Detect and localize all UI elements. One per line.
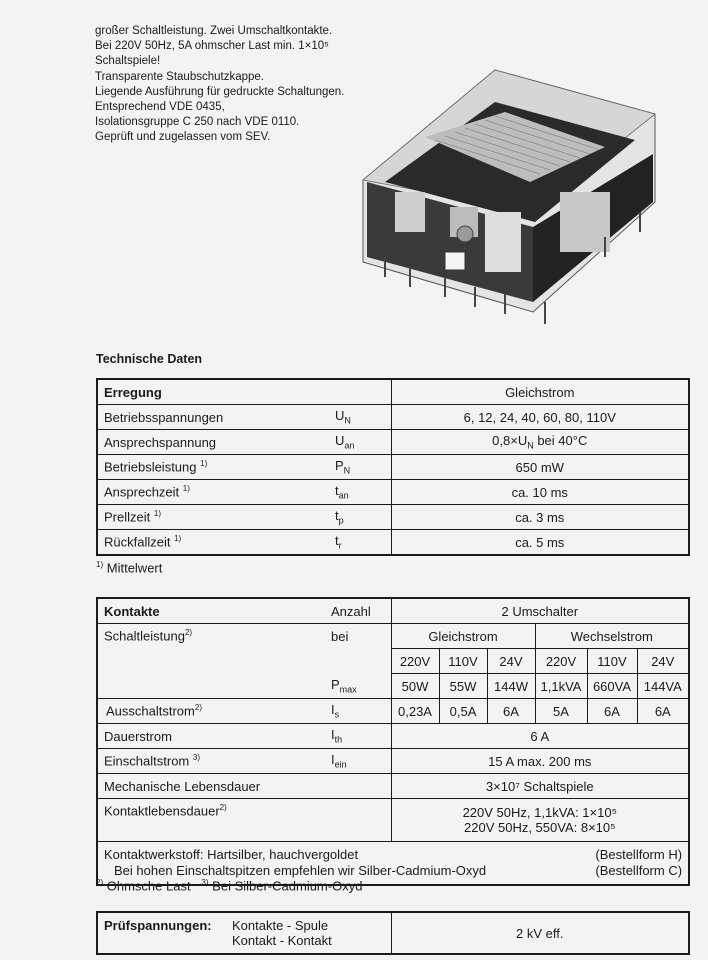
order-form: (Bestellform C) [595,863,683,878]
pmax-cell: 660VA [587,674,637,699]
aus-cell: 6A [637,699,689,724]
row-symbol: $t_p$ [329,505,391,530]
table-row [97,405,689,430]
test-value: 2 kV eff. [391,912,689,954]
tech-table [96,378,690,556]
row-label: Ansprechzeit $^{1)}$ [97,480,329,505]
footnote-2-3: $^{2)}$ Ohmsche Last $^{3)}$ Bei Silber-Cadmium-Oxyd [96,878,363,894]
bei-label: bei [329,624,391,649]
intro-line: Bei 220V 50Hz, 5A ohmscher Last min. 1×10⁵ [95,40,329,53]
relay-image [355,62,665,332]
test-voltage-table [96,911,690,955]
pmax-cell: 50W [391,674,439,699]
pmax-cell: 55W [439,674,487,699]
intro-text [95,24,395,146]
pmax-cell: 144W [487,674,535,699]
ac-header: Wechselstrom [535,624,689,649]
aus-cell: 6A [487,699,535,724]
pmax-symbol: $P_{max}$ [329,674,391,699]
table-row [97,505,689,530]
row-value: ca. 3 ms [391,505,689,530]
aus-symbol: $I_s$ [329,699,391,724]
table-row [97,430,689,455]
pmax-cell: 1,1kVA [535,674,587,699]
dc-header: Gleichstrom [391,624,535,649]
contacts-table [96,597,690,886]
ein-label: Einschaltstrom $^{3)}$ [97,749,329,774]
table-row [97,799,689,842]
intro-line: Transparente Staubschutzkappe. [95,70,264,83]
voltage-cell: 24V [637,649,689,674]
row-symbol: $P_N$ [329,455,391,480]
table-row [97,699,689,724]
life-label: Kontaktlebensdauer$^{2)}$ [97,799,391,842]
ein-value: 15 A max. 200 ms [391,749,689,774]
schalt-label: Schaltleistung$^{2)}$ [97,624,329,699]
row-label: Betriebsleistung $^{1)}$ [97,455,329,480]
ein-symbol: $I_{ein}$ [329,749,391,774]
row-value: 6, 12, 24, 40, 60, 80, 110V [391,405,689,430]
section-title: Technische Daten [96,352,203,366]
pmax-cell: 144VA [637,674,689,699]
test-label: Prüfspannungen: [104,918,212,933]
row-label: Prellzeit $^{1)}$ [97,505,329,530]
intro-line: Liegende Ausführung für gedruckte Schaltungen. [95,85,345,98]
table-row [97,724,689,749]
row-label: Ansprechspannung [97,430,329,455]
row-label: Rückfallzeit $^{1)}$ [97,530,329,556]
dauer-label: Dauerstrom [97,724,329,749]
intro-line: Entsprechend VDE 0435, [95,101,225,114]
table-row [97,749,689,774]
intro-line: Schaltspiele! [95,55,161,68]
table-row [97,774,689,799]
life-value: 220V 50Hz, 1,1kVA: 1×10⁵ 220V 50Hz, 550VA: 8×10⁵ [391,799,689,842]
material-line: Kontaktwerkstoff: Hartsilber, hauchvergoldet [104,847,359,862]
row-symbol: $t_{an}$ [329,480,391,505]
voltage-cell: 110V [439,649,487,674]
row-value: ca. 5 ms [391,530,689,556]
material-line: Bei hohen Einschaltspitzen empfehlen wir Silber-Cadmium-Oxyd [114,863,487,878]
voltage-cell: 24V [487,649,535,674]
table-row [97,530,689,556]
aus-cell: 0,23A [391,699,439,724]
aus-label: Ausschaltstrom$^{2)}$ [97,699,329,724]
mech-value: 3×10⁷ Schaltspiele [391,774,689,799]
excitation-value: Gleichstrom [391,379,689,405]
dauer-symbol: $I_{th}$ [329,724,391,749]
row-symbol: $t_r$ [329,530,391,556]
row-symbol: $U_{an}$ [329,430,391,455]
count-value: 2 Umschalter [391,598,689,624]
aus-cell: 5A [535,699,587,724]
row-symbol: $U_N$ [329,405,391,430]
intro-line: Isolationsgruppe C 250 nach VDE 0110. [95,116,300,129]
count-label: Anzahl [329,598,391,624]
test-item: Kontakt - Kontakt [232,933,332,948]
voltage-cell: 110V [587,649,637,674]
footnote-1: $^{1)}$ Mittelwert [96,560,163,576]
row-value: $0,8\times U_N$ bei 40°C [391,430,689,455]
intro-line: Geprüft und zugelassen vom SEV. [95,131,271,144]
row-value: 650 mW [391,455,689,480]
aus-cell: 6A [587,699,637,724]
row-value: ca. 10 ms [391,480,689,505]
row-label: Betriebsspannungen [97,405,329,430]
aus-cell: 0,5A [439,699,487,724]
table-row [97,480,689,505]
order-form: (Bestellform H) [595,847,683,862]
contacts-title: Kontakte [97,598,329,624]
excitation-label: Erregung [97,379,329,405]
intro-line: großer Schaltleistung. Zwei Umschaltkontakte. [95,25,333,37]
table-row [97,455,689,480]
voltage-cell: 220V [391,649,439,674]
voltage-cell: 220V [535,649,587,674]
mech-label: Mechanische Lebensdauer [97,774,391,799]
test-label-cell [97,912,391,954]
dauer-value: 6 A [391,724,689,749]
test-item: Kontakte - Spule [232,918,329,933]
